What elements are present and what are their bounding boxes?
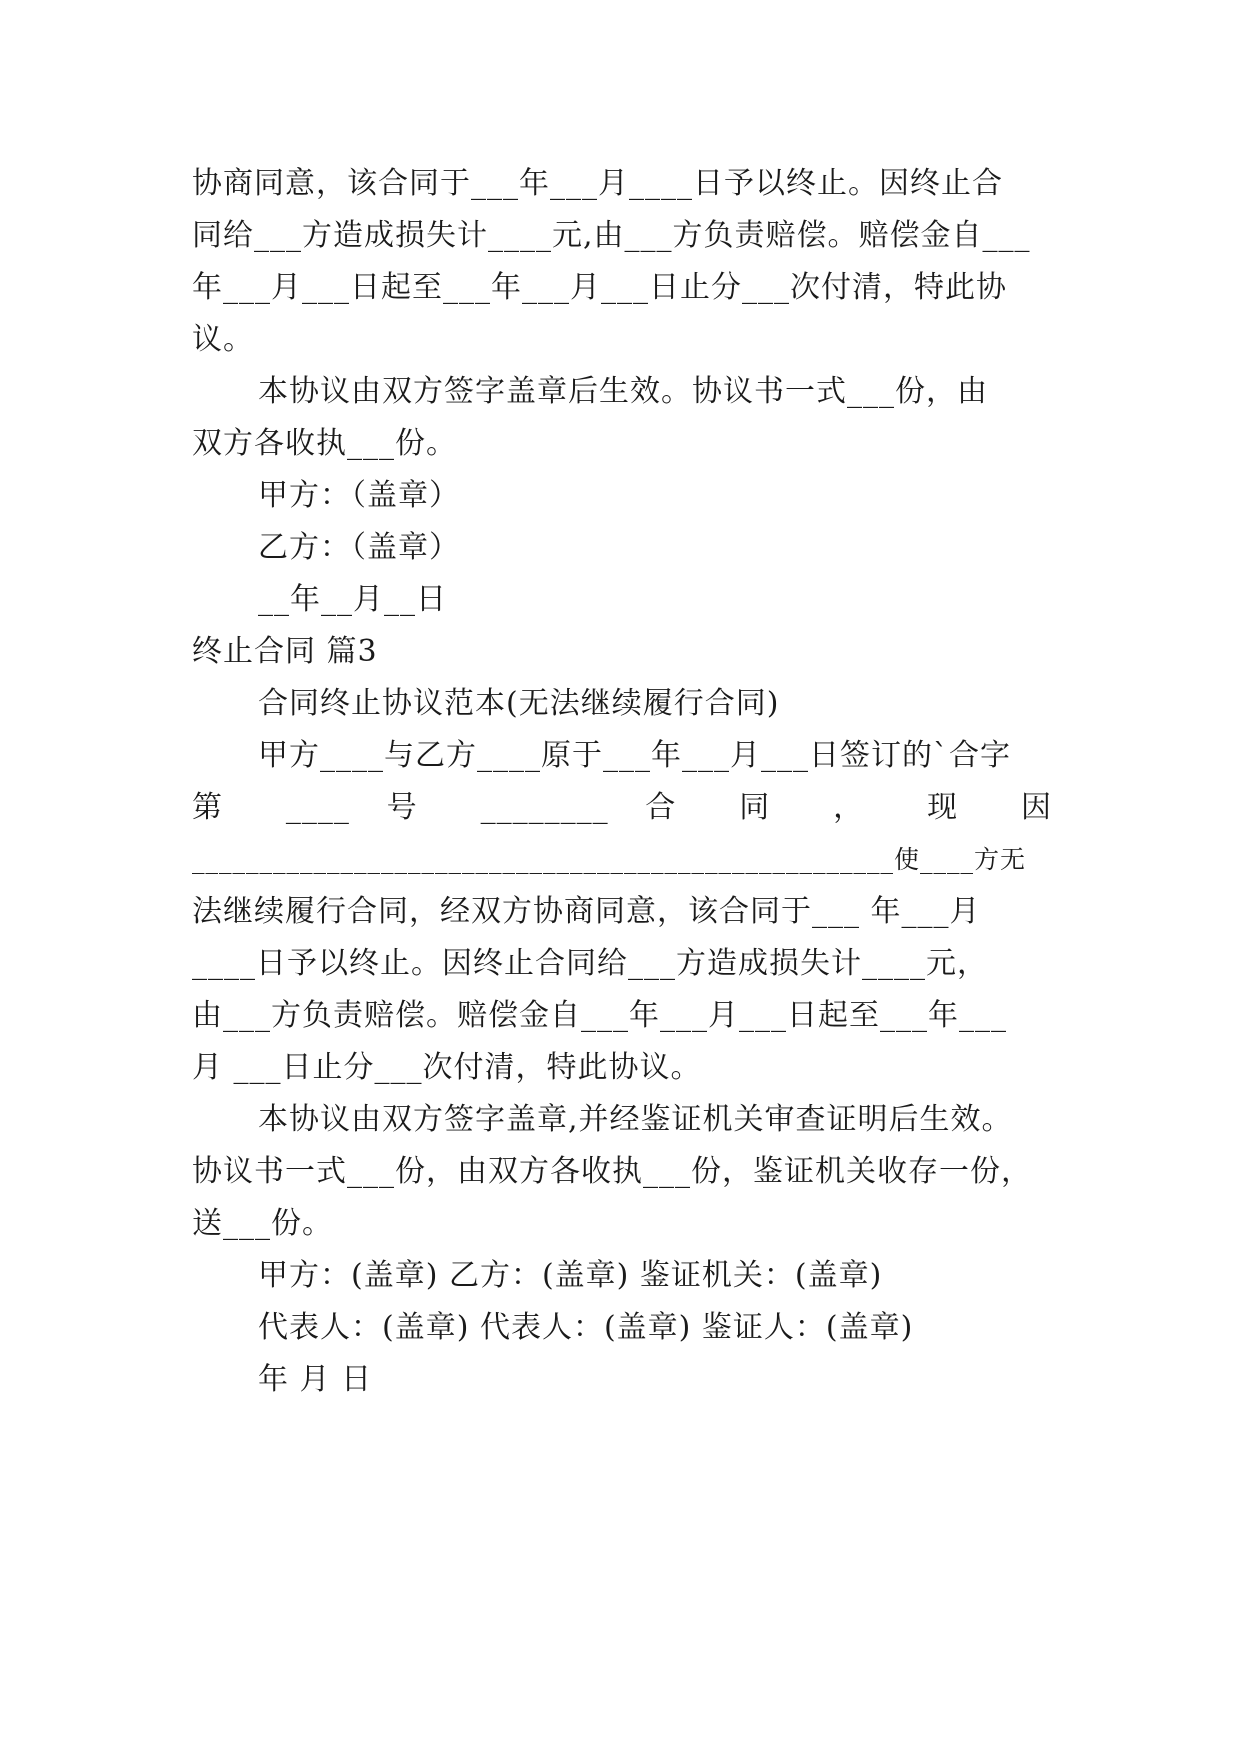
signature-party-b: 乙方：（盖章） <box>258 530 460 565</box>
text-line: 送___份。 <box>192 1206 333 1241</box>
signature-line: 甲方：(盖章) 乙方：(盖章) 鉴证机关：(盖章) <box>258 1258 883 1293</box>
text-line: 月 ___日止分___次付清，特此协议。 <box>192 1050 702 1085</box>
text-line: 甲方____与乙方____原于___年___月___日签订的`合字 <box>258 738 1011 773</box>
document-title: 合同终止协议范本(无法继续履行合同) <box>258 686 780 721</box>
text-line: ____日予以终止。因终止合同给___方造成损失计____元， <box>192 946 988 981</box>
text-line: 由___方负责赔偿。赔偿金自___年___月___日起至___年___ <box>192 998 1007 1033</box>
signature-party-a: 甲方：（盖章） <box>258 478 460 513</box>
text-line: 法继续履行合同，经双方协商同意，该合同于___ 年___月 <box>192 894 981 929</box>
text-line: 协议书一式___份，由双方各收执___份，鉴证机关收存一份， <box>192 1154 1032 1189</box>
text-line: 第 ____ 号 ________ 合 同 ， 现 因 <box>192 790 1052 825</box>
section-heading: 终止合同 篇3 <box>192 634 378 669</box>
date-line: 年 月 日 <box>258 1362 373 1397</box>
text-line: 年___月___日起至___年___月___日止分___次付清，特此协 <box>192 270 1007 305</box>
text-line: 本协议由双方签字盖章,并经鉴证机关审查证明后生效。 <box>258 1102 1013 1137</box>
text-line: 双方各收执___份。 <box>192 426 457 461</box>
date-line: __年__月__日 <box>258 582 447 617</box>
text-line: ____________________________________________________使____方无 <box>192 845 1027 874</box>
text-line: 协商同意，该合同于___年___月____日予以终止。因终止合 <box>192 166 1003 201</box>
representative-line: 代表人：(盖章) 代表人：(盖章) 鉴证人：(盖章) <box>258 1310 914 1345</box>
text-line: 议。 <box>192 322 254 357</box>
text-line: 本协议由双方签字盖章后生效。协议书一式___份，由 <box>258 374 988 409</box>
text-line: 同给___方造成损失计____元,由___方负责赔偿。赔偿金自___ <box>192 218 1031 253</box>
